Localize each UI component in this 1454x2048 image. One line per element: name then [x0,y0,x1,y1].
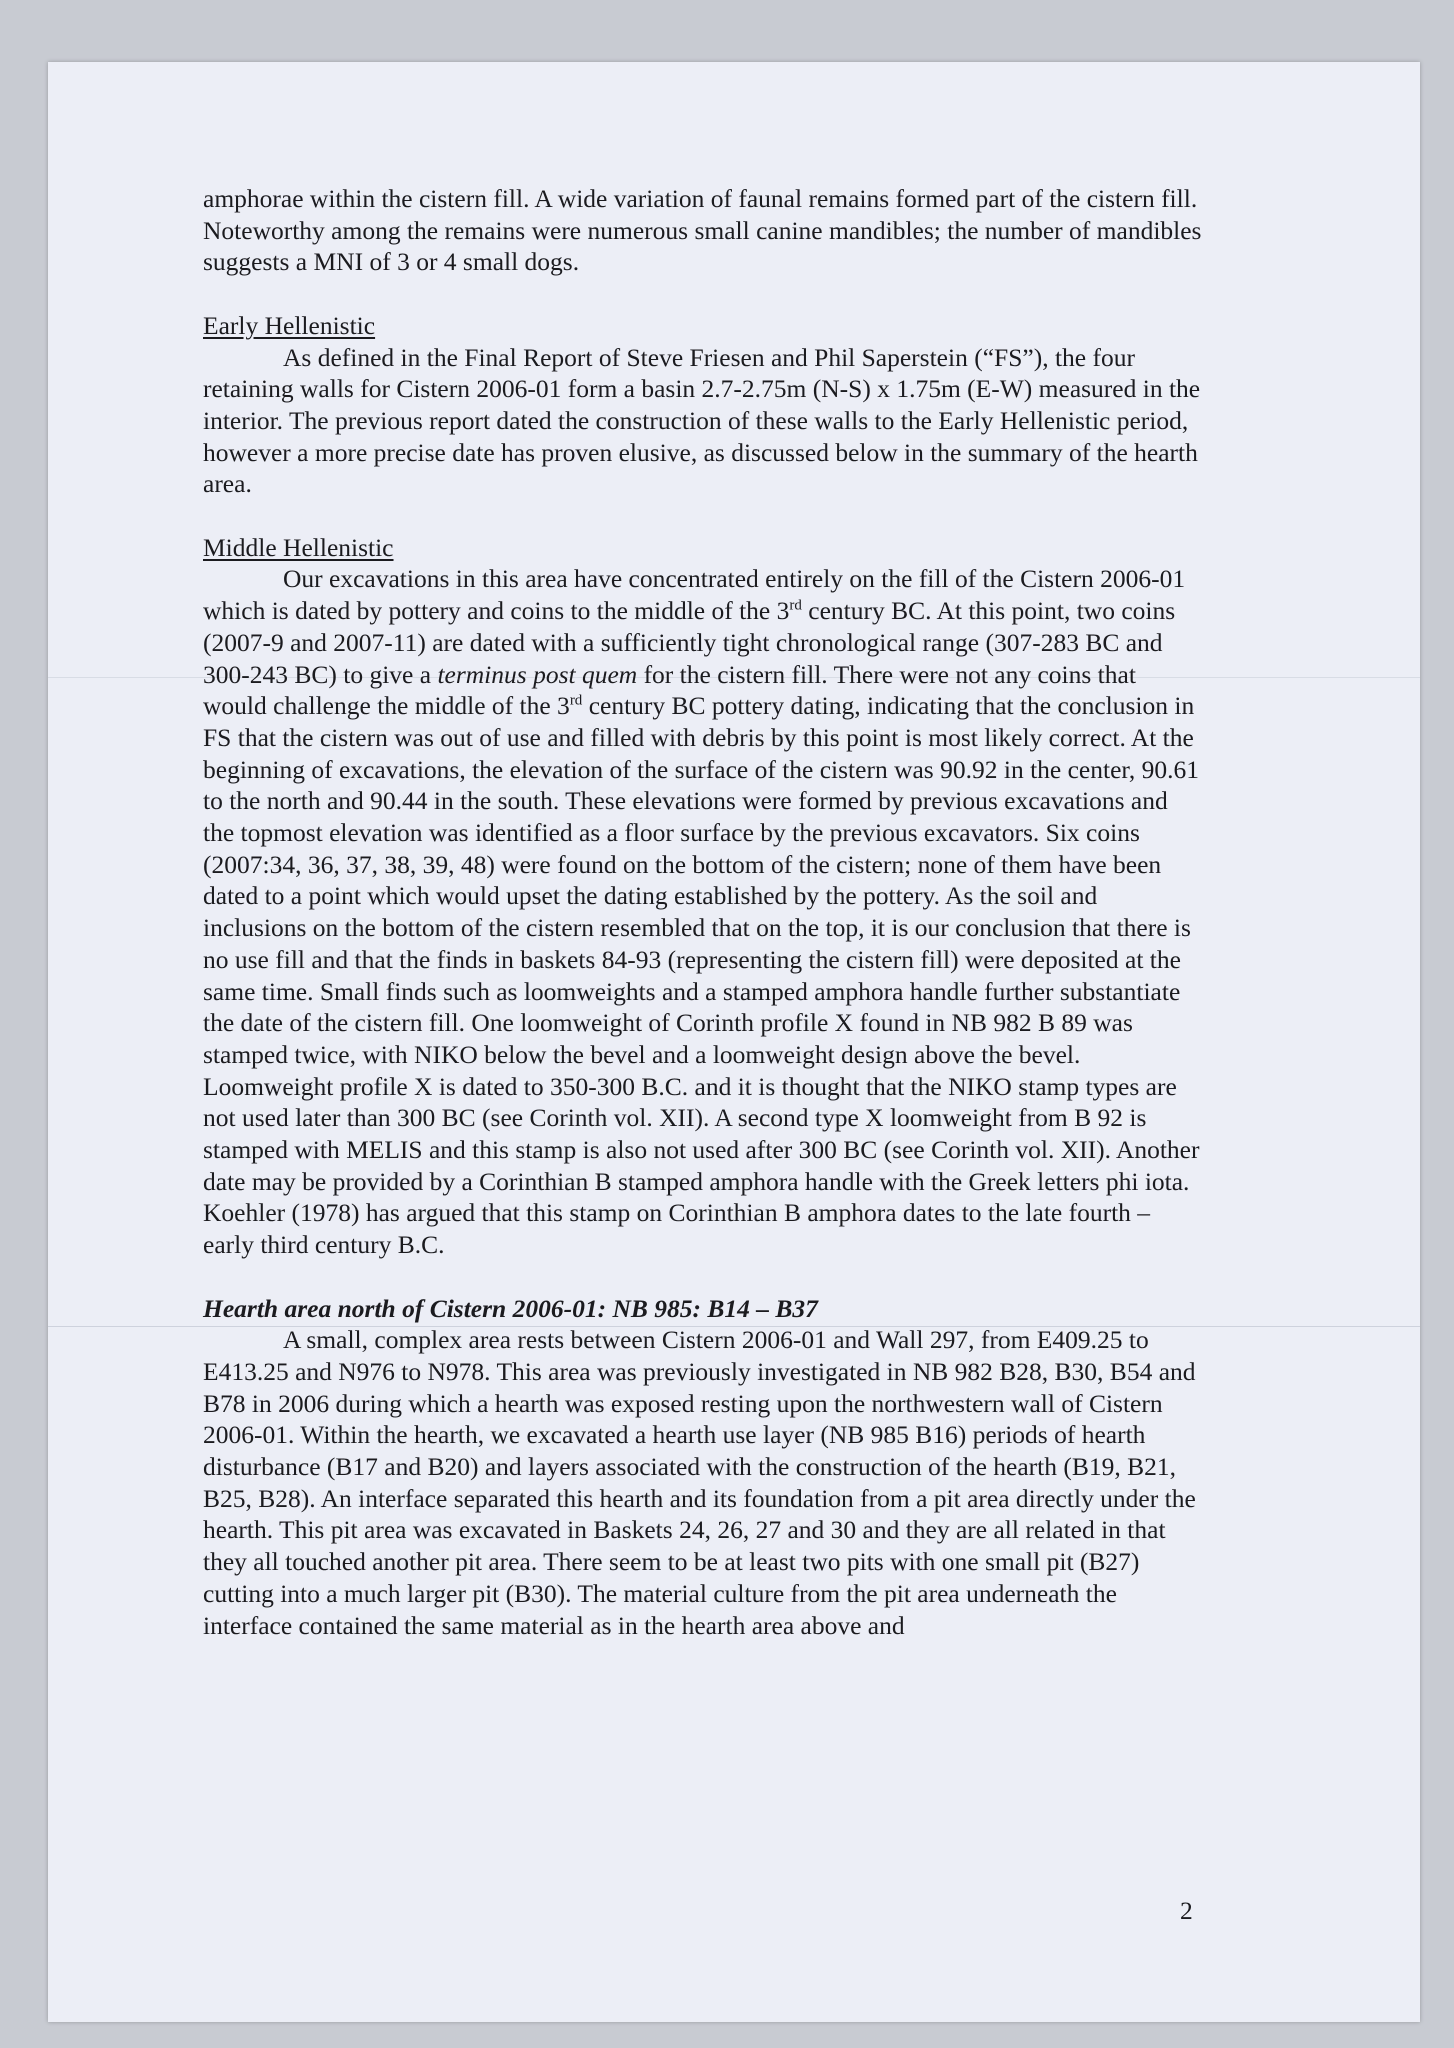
document-body [203,183,1203,1641]
text-run: century BC. At this point, two coins (2007-9 and 2007-11) are dated with a sufficiently tight chronological range (307-283 BC and 300-243 BC) to give a [203,596,1176,689]
section-heading-hearth-area: Hearth area north of Cistern 2006-01: NB 985: B14 – B37 [203,1293,818,1323]
superscript: rd [569,692,583,709]
superscript: rd [789,597,802,614]
text-run: for the cistern fill. There were not any coins that would challenge the middle of the 3 [203,659,1136,721]
section-heading-middle-hellenistic: Middle Hellenistic [203,532,394,562]
page-number: 2 [1180,1896,1193,1925]
intro-paragraph: amphorae within the cistern fill. A wide variation of faunal remains formed part of the cistern fill. Noteworthy among the remains were numerous small canine mandibles; the number of mandibles suggests a MNI of 3 or 4 small dogs. [203,184,1202,277]
early-hellenistic-section [203,310,1203,500]
hearth-area-section [203,1293,1203,1642]
middle-hellenistic-section [203,532,1203,1261]
italic-term: terminus post quem [437,659,638,689]
middle-hellenistic-paragraph [203,563,1203,1260]
text-run: century BC pottery dating, indicating that the conclusion in FS that the cistern was out of use and filled with debris by this point is most likely correct. At the beginning of excavations, the elevation of the surface of the cistern was 90.92 in the center, 90.61 to the north and 90.44 in the south. These elevations were formed by previous excavations and the topmost elevation was identified as a floor surface by the previous excavators. Six coins (2007:34, 36, 37, 38, 39, 48) were found on the bottom of the cistern; none of them have been dated to a point which would upset the dating established by the pottery. As the soil and inclusions on the bottom of the cistern resembled that on the top, it is our conclusion that there is no use fill and that the finds in baskets 84-93 (representing the cistern fill) were deposited at the same time. Small finds such as loomweights and a stamped amphora handle further substantiate the date of the cistern fill. One loomweight of Corinth profile X found in NB 982 B 89 was stamped twice, with NIKO below the bevel and a loomweight design above the bevel. Loomweight profile X is dated to 350-300 B.C. and it is thought that the NIKO stamp types are not used later than 300 BC (see Corinth vol. XII). A second type X loomweight from B 92 is stamped with MELIS and this stamp is also not used after 300 BC (see Corinth vol. XII). Another date may be provided by a Corinthian B stamped amphora handle with the Greek letters phi iota. Koehler (1978) has argued that this stamp on Corinthian B amphora dates to the late fourth – early third century B.C. [203,691,1200,1260]
hearth-area-paragraph: A small, complex area rests between Cistern 2006-01 and Wall 297, from E409.25 to E413.25 and N976 to N978. This area was previously investigated in NB 982 B28, B30, B54 and B78 in 2006 during which a hearth was exposed resting upon the northwestern wall of Cistern 2006-01. Within the hearth, we excavated a hearth use layer (NB 985 B16) periods of hearth disturbance (B17 and B20) and layers associated with the construction of the hearth (B19, B21, B25, B28). An interface separated this hearth and its foundation from a pit area directly under the hearth. This pit area was excavated in Baskets 24, 26, 27 and 30 and they are all related in that they all touched another pit area. There seem to be at least two pits with one small pit (B27) cutting into a much larger pit (B30). The material culture from the pit area underneath the interface contained the same material as in the hearth area above and [203,1325,1196,1640]
text-run: Our excavations in this area have concentrated entirely on the fill of the Cistern 2006-01 which is dated by pottery and coins to the middle of the 3 [203,564,1186,626]
section-heading-early-hellenistic: Early Hellenistic [203,310,376,340]
early-hellenistic-paragraph: As defined in the Final Report of Steve Friesen and Phil Saperstein (“FS”), the four retaining walls for Cistern 2006-01 form a basin 2.7-2.75m (N-S) x 1.75m (E-W) measured in the interior. The previous report dated the construction of these walls to the Early Hellenistic period, however a more precise date has proven elusive, as discussed below in the summary of the hearth area. [203,342,1201,499]
